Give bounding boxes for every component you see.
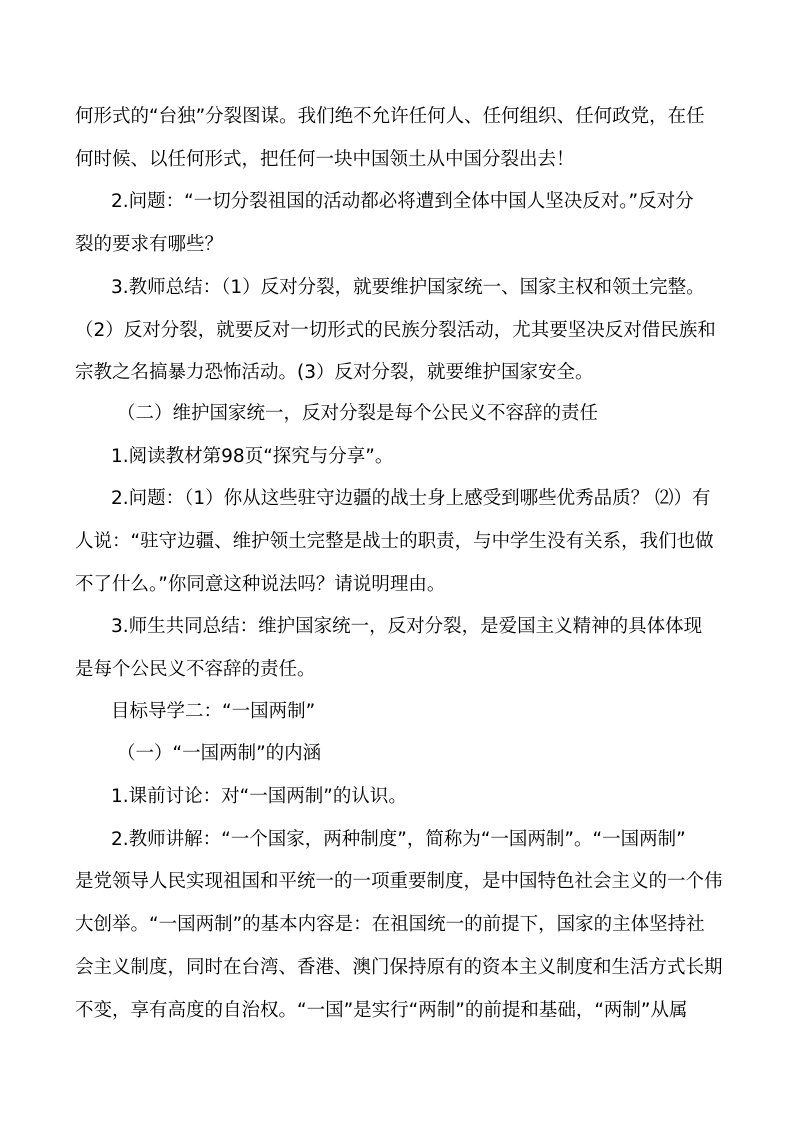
paragraph-line: 是党领导人民实现祖国和平统一的一项重要制度，是中国特色社会主义的一个伟	[75, 871, 723, 892]
paragraph-line: 3.师生共同总结：维护国家统一，反对分裂，是爱国主义精神的具体体现	[111, 616, 703, 637]
paragraph-line: 1.课前讨论：对“一国两制”的认识。	[111, 786, 407, 807]
paragraph-line: 裂的要求有哪些？	[75, 234, 224, 255]
paragraph-line: 大创举。“一国两制”的基本内容是：在祖国统一的前提下，国家的主体坚持社	[75, 914, 705, 935]
paragraph-line: 会主义制度，同时在台湾、香港、澳门保持原有的资本主义制度和生活方式长期	[75, 957, 723, 978]
paragraph-line: 是每个公民义不容辞的责任。	[75, 659, 316, 680]
paragraph-line: 不了什么。”你同意这种说法吗？请说明理由。	[75, 574, 446, 595]
paragraph-line: 不变，享有高度的自治权。“一国”是实行“两制”的前提和基础，“两制”从属	[75, 1000, 688, 1021]
section-heading: （二）维护国家统一，反对分裂是每个公民义不容辞的责任	[117, 403, 599, 424]
paragraph-line: 何形式的“台独”分裂图谋。我们绝不允许任何人、任何组织、任何政党，在任	[75, 106, 705, 127]
paragraph-line: 3.教师总结：（1）反对分裂，就要维护国家统一、国家主权和领土完整。	[111, 277, 705, 298]
paragraph-line: 2.问题：（1）你从这些驻守边疆的战士身上感受到哪些优秀品质？ ⑵）有	[111, 488, 711, 509]
paragraph-line: （2）反对分裂，就要反对一切形式的民族分裂活动，尤其要坚决反对借民族和	[75, 320, 716, 341]
paragraph-line: 何时候、以任何形式，把任何一块中国领土从中国分裂出去！	[75, 149, 575, 170]
paragraph-line: 1.阅读教材第98页“探究与分享”。	[111, 446, 394, 467]
section-heading: （一）“一国两制”的内涵	[117, 743, 322, 764]
paragraph-line: 2.教师讲解：“一个国家，两种制度”，简称为“一国两制”。“一国两制”	[111, 829, 686, 850]
paragraph-line: 2.问题：“一切分裂祖国的活动都必将遭到全体中国人坚决反对。”反对分	[111, 191, 694, 212]
paragraph-line: 人说：“驻守边疆、维护领土完整是战士的职责，与中学生没有关系，我们也做	[75, 531, 714, 552]
paragraph-line: 宗教之名搞暴力恐怖活动。(3）反对分裂，就要维护国家安全。	[75, 362, 594, 383]
section-heading: 目标导学二：“一国两制”	[111, 701, 316, 722]
